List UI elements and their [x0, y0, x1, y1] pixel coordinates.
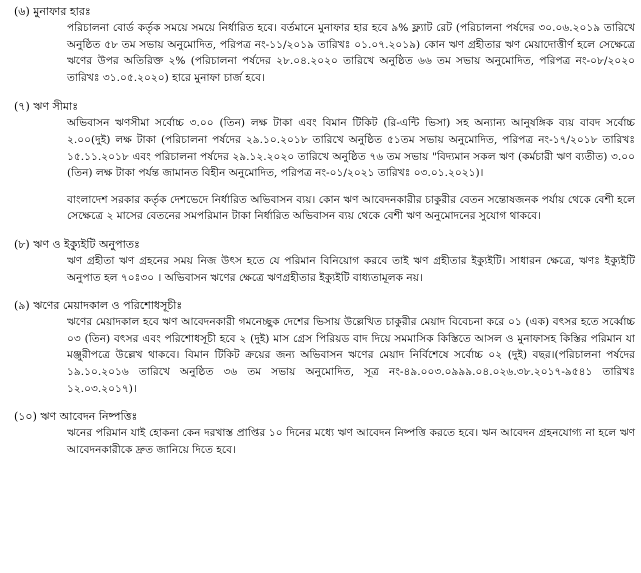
- section-profit-rate: [8, 4, 635, 86]
- section-paragraph: পরিচালনা বোর্ড কর্তৃক সময়ে সময়ে নির্ধারিত হবে। বর্তমানে মুনাফার হার হবে ৯% ফ্ল্যাট রেট (পরিচালনা পর্ষদের ৩০.০৬.২০১৯ তারিখে অনুষ্ঠিত ৫৮ তম সভায় অনুমোদিত, পরিপত্র নং-১১/২০১৯ তারিখঃ ০১.০৭.২০১৯) কোন ঋণ গ্রহীতার ঋণ মেয়াদোত্তীর্ণ হলে সেক্ষেত্রে ঋণের উপর অতিরিক্ত ২% (পরিচালনা পর্ষদের ২৮.০৪.২০২০ তারিখে অনুষ্ঠিত ৬৬ তম সভায় অনুমোদিত, পরিপত্র নং-০৮/২০২০ তারিখঃ ৩১.০৫.২০২০) হারে মুনাফা চার্জ হবে।: [67, 22, 635, 84]
- section-paragraph: অভিবাসন ঋণসীমা সর্বোচ্চ ৩.০০ (তিন) লক্ষ টাকা এবং বিমান টিকিট (রি-এন্টি ভিসা) সহ অন্যান্য আনুষঙ্গিক ব্যয় বাবদ সর্বোচ্চ ২.০০(দুই) লক্ষ টাকা (পরিচালনা পর্ষদের ২৯.১০.২০১৮ তারিখে অনুষ্ঠিত ৫১তম সভায় অনুমোদিত, পরিপত্র নং-১৭/২০১৮ তারিখঃ ১৫.১১.২০১৮ এবং পরিচালনা পর্ষদের ২৯.১২.২০২০ তারিখে অনুষ্ঠিত ৭৬ তম সভায় "বিদ্যমান সকল ঋণ (কর্মচারী ঋণ ব্যতীত) ৩.০০ (তিন) লক্ষ টাকা পর্যন্ত জামানত বিহীন অনুমোদিত, পরিপত্র নং-০১/২০২১ তারিখঃ ০৩.০১.২০২১)।: [67, 117, 635, 180]
- section-paragraph: ঋনের পরিমান যাই হোকনা কেন দরখাস্ত প্রাপ্তির ১০ দিনের মধ্যে ঋণ আবেদন নিষ্পত্তি করতে হবে। ঋন আবেদন গ্রহনযোগ্য না হলে ঋণ আবেদনকারীকে দ্রুত জানিয়ে দিতে হবে।: [67, 427, 635, 456]
- section-heading: (৬) মুনাফার হারঃ: [14, 5, 91, 18]
- section-loan-limit: [8, 99, 635, 225]
- section-heading: (৯) ঋণের মেয়াদকাল ও পরিশোধসূচীঃ: [14, 299, 183, 313]
- section-heading: (১০) ঋণ আবেদন নিষ্পত্তিঃ: [14, 410, 138, 424]
- section-debt-equity-ratio: [8, 237, 635, 286]
- section-paragraph: ঋণ গ্রহীতা ঋণ গ্রহনের সময় নিজ উৎস হতে যে পরিমান বিনিয়োগ করবে তাই ঋণ গ্রহীতার ইক্যুইটি। সাধারন ক্ষেত্রে, ঋণঃ ইক্যুইটি অনুপাত হল ৭০ঃ৩০ । অভিবাসন ঋণের ক্ষেত্রে ঋণগ্রহীতার ইক্যুইটি বাধ্যতামূলক নয়।: [67, 254, 635, 284]
- section-application-disposal: [8, 409, 635, 458]
- section-loan-tenure: [8, 298, 635, 397]
- section-heading: (৮) ঋণ ও ইক্যুইটি অনুপাতঃ: [14, 237, 140, 251]
- section-paragraph: বাংলাদেশ সরকার কর্তৃক দেশভেদে নির্ধারিত অভিবাসন ব্যয়। কোন ঋণ আবেদনকারীর চাকুরীর বেতন সন্তোষজনক পর্যায় থেকে বেশী হলে সেক্ষেত্রে ২ মাসের বেতনের সমপরিমান টাকা নির্ধারিত অভিবাসন ব্যয় থেকে বেশী ঋণ অনুমোদনের সুযোগ থাকবে।: [67, 193, 635, 223]
- section-heading: (৭) ঋণ সীমাঃ: [14, 100, 79, 114]
- section-paragraph: ঋণের মেয়াদকাল হবে ঋণ আবেদনকারী গমনেচ্ছুক দেশের ভিসায় উল্লেখিত চাকুরীর মেয়াদ বিবেচনা করে ০১ (এক) বৎসর হতে সর্ব্বোচ্চ ০৩ (তিন) বৎসর এবং পরিশোধসূচী হবে ২ (দুই) মাস গ্রেস পিরিয়ড বাদ দিয়ে সমমাসিক কিস্তিতে আসল ও মুনাফাসহ কিস্তির পরিমান যা মঞ্জুরীপত্রে উল্লেখ থাকবে। বিমান টিকিট ক্রয়ের জন্য অভিবাসন ঋণের মেয়াদ নির্বিশেষে সর্বোচ্চ ০২ (দুই) বছর।(পরিচালনা পর্ষদের ১৯.১০.২০১৬ তারিখে অনুষ্ঠিত ৩৬ তম সভায় অনুমোদিত, সূত্র নং-৪৯.০০৩.০৯৯৯.০৪.০২৬.৩৮.২০১৭-৯৫৪১ তারিখঃ ১২.০৩.২০১৭)।: [67, 316, 635, 395]
